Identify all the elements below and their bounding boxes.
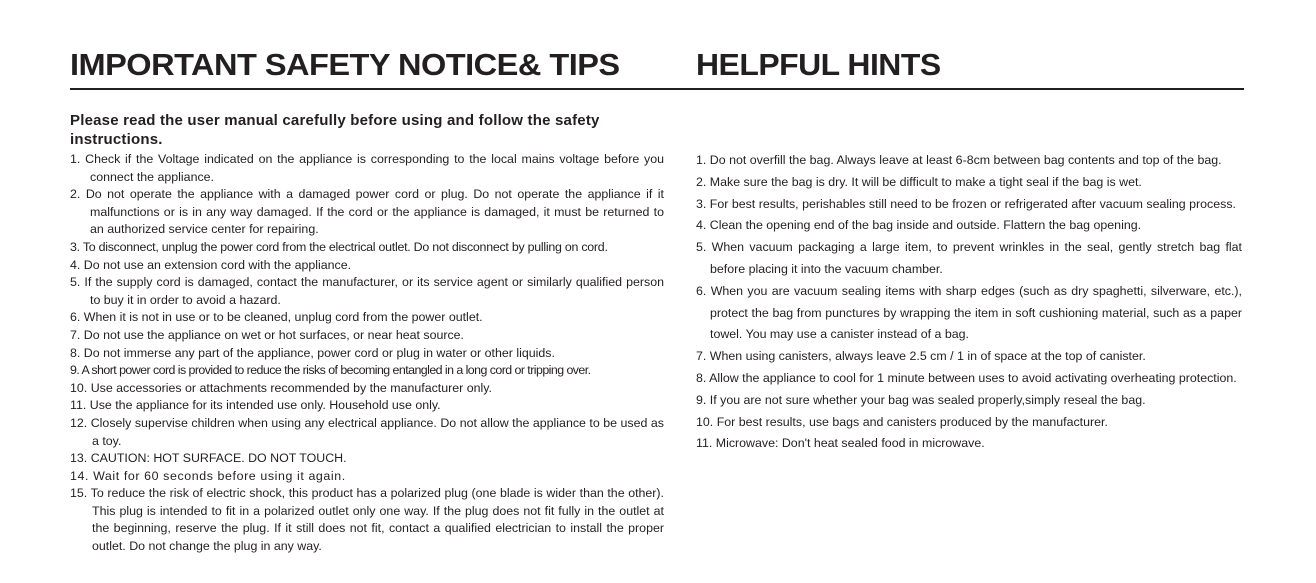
item-number: 8. (70, 345, 81, 360)
item-number: 3. (70, 239, 80, 254)
item-number: 1. (70, 152, 81, 166)
safety-intro: Please read the user manual carefully before using and follow the safety instructions. (70, 112, 600, 148)
item-text: To reduce the risk of electric shock, this product has a polarized plug (one blade is wider than the other). This plug is intended to fit in a polarized outlet only one way. If the plug does not fit fully in the outlet at the beginning, reserve the plug. If it still does not fit, contact a qualified electrician to install the proper outlet. Do not change the plug in any way. (90, 486, 665, 554)
safety-item-2 (70, 186, 664, 239)
hint-item-3 (696, 194, 1242, 216)
item-text: When you are vacuum sealing items with sharp edges (such as dry spaghetti, silverware, etc.), protect the bag from punctures by wrapping the item in soft cushioning material, such as a paper towel. You may use a canister instead of a bag. (710, 283, 1242, 342)
item-number: 8. (696, 370, 707, 385)
safety-item-1 (70, 151, 664, 186)
item-text: When using canisters, always leave 2.5 cm / 1 in of space at the top of canister. (709, 349, 1146, 364)
safety-notice-title: IMPORTANT SAFETY NOTICE& TIPS (70, 47, 620, 82)
item-text: Do not use the appliance on wet or hot surfaces, or near heat source. (83, 327, 465, 342)
safety-item-3 (70, 239, 664, 257)
item-text: If you are not sure whether your bag was sealed properly,simply reseal the bag. (709, 392, 1146, 407)
item-number: 6. (70, 310, 81, 325)
item-text: Make sure the bag is dry. It will be difficult to make a tight seal if the bag is wet. (709, 174, 1142, 189)
item-text: When vacuum packaging a large item, to prevent wrinkles in the seal, gently stretch bag flat before placing it into the vacuum chamber. (710, 240, 1242, 276)
item-number: 9. (696, 392, 707, 407)
safety-notice-column (70, 112, 664, 556)
hint-item-8 (696, 368, 1242, 390)
item-number: 7. (696, 349, 707, 364)
hint-item-11 (696, 433, 1242, 455)
item-number: 14. (70, 468, 90, 483)
item-number: 6. (696, 283, 707, 298)
item-number: 7. (70, 327, 81, 342)
item-number: 2. (70, 187, 81, 202)
hint-item-2 (696, 172, 1242, 194)
safety-item-15 (70, 485, 664, 555)
hint-item-7 (696, 346, 1242, 368)
item-text: Use the appliance for its intended use only. Household use only. (89, 398, 441, 413)
item-number: 4. (696, 218, 707, 233)
item-number: 13. (70, 451, 88, 466)
hint-item-4 (696, 215, 1242, 237)
item-text: A short power cord is provided to reduce the risks of becoming entangled in a long cord or tripping over. (81, 363, 591, 378)
item-text: CAUTION: HOT SURFACE. DO NOT TOUCH. (90, 451, 347, 466)
hint-item-10 (696, 412, 1242, 434)
safety-item-11 (70, 397, 664, 415)
item-number: 1. (696, 153, 707, 167)
item-number: 4. (70, 257, 81, 272)
item-number: 3. (696, 196, 707, 211)
item-text: Do not operate the appliance with a damaged power cord or plug. Do not operate the appliance if it malfunctions or is in any way damaged. If the cord or the appliance is damaged, it must be returned to an authorized service center for repairing. (85, 187, 664, 237)
item-text: For best results, use bags and canisters produced by the manufacturer. (716, 414, 1108, 429)
hint-item-1 (696, 150, 1242, 172)
item-number: 11. (696, 436, 713, 451)
item-number: 5. (70, 275, 81, 290)
item-number: 2. (696, 174, 707, 189)
header-divider (70, 88, 1244, 90)
safety-item-9 (70, 362, 664, 380)
item-text: To disconnect, unplug the power cord from the electrical outlet. Do not disconnect by pulling on cord. (82, 239, 608, 254)
safety-item-14 (70, 468, 664, 486)
safety-item-5 (70, 274, 664, 309)
hint-item-6 (696, 281, 1242, 346)
hint-item-5 (696, 237, 1242, 281)
item-number: 11. (70, 398, 87, 413)
helpful-hints-column (696, 150, 1242, 455)
item-text: Check if the Voltage indicated on the appliance is corresponding to the local mains voltage before you connect the appliance. (85, 152, 664, 184)
safety-item-10 (70, 380, 664, 398)
item-text: Wait for 60 seconds before using it again. (93, 468, 346, 483)
safety-item-4 (70, 257, 664, 275)
safety-item-7 (70, 327, 664, 345)
item-number: 5. (696, 240, 707, 255)
hint-item-9 (696, 390, 1242, 412)
hints-list (696, 150, 1242, 455)
item-text: Closely supervise children when using any electrical appliance. Do not allow the appliance to be used as a toy. (90, 415, 664, 448)
safety-item-13 (70, 450, 664, 468)
item-text: For best results, perishables still need to be frozen or refrigerated after vacuum sealing process. (709, 196, 1236, 211)
safety-item-8 (70, 345, 664, 363)
item-number: 12. (70, 415, 88, 430)
item-text: Clean the opening end of the bag inside and outside. Flattern the bag opening. (709, 218, 1142, 233)
item-number: 10. (696, 414, 714, 429)
item-text: Use accessories or attachments recommended by the manufacturer only. (90, 380, 492, 395)
item-text: Do not use an extension cord with the appliance. (83, 257, 352, 272)
item-text: If the supply cord is damaged, contact the manufacturer, or its service agent or similarly qualified person to buy it in order to avoid a hazard. (84, 275, 664, 307)
safety-list (70, 151, 664, 556)
item-text: When it is not in use or to be cleaned, unplug cord from the power outlet. (83, 310, 483, 325)
item-number: 15. (70, 486, 88, 501)
item-number: 9. (70, 363, 80, 378)
item-text: Microwave: Don't heat sealed food in microwave. (715, 436, 985, 451)
item-text: Do not immerse any part of the appliance, power cord or plug in water or other liquids. (83, 345, 555, 360)
helpful-hints-title: HELPFUL HINTS (696, 47, 941, 82)
item-text: Do not overfill the bag. Always leave at least 6-8cm between bag contents and top of the bag. (709, 153, 1222, 167)
item-number: 10. (70, 380, 88, 395)
safety-item-12 (70, 415, 664, 450)
item-text: Allow the appliance to cool for 1 minute between uses to avoid activating overheating protection. (709, 370, 1237, 385)
safety-item-6 (70, 309, 664, 327)
